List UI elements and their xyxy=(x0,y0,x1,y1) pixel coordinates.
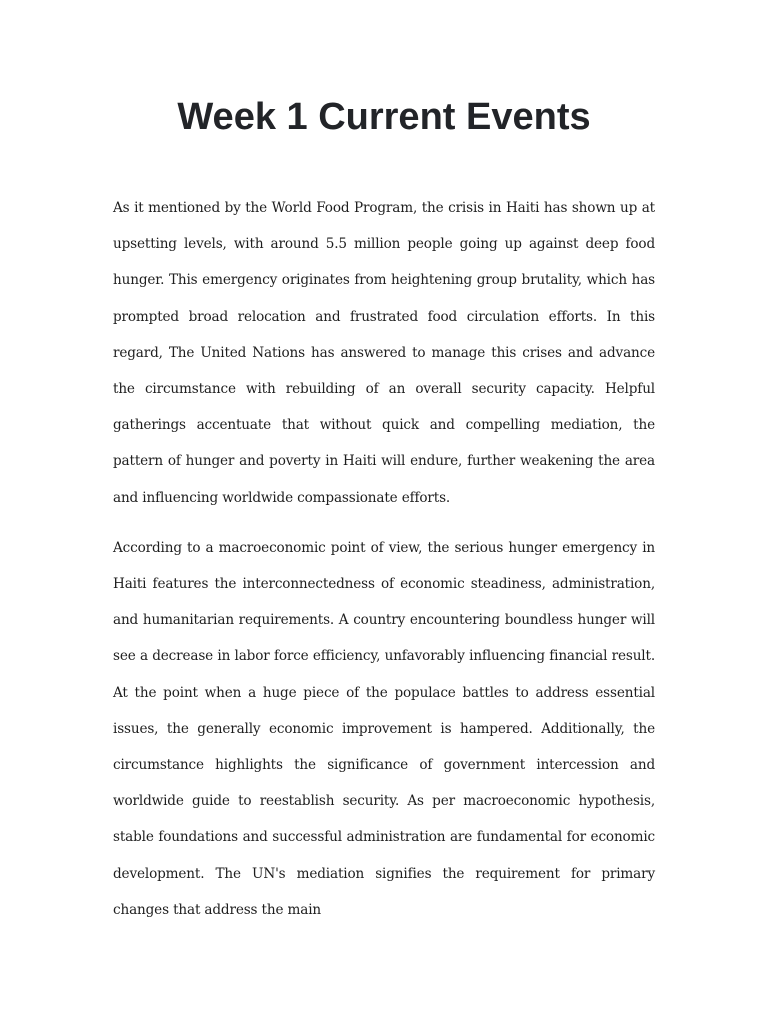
page-title: Week 1 Current Events xyxy=(177,96,591,138)
document-body xyxy=(113,190,655,942)
paragraph-1: As it mentioned by the World Food Program, the crisis in Haiti has shown up at upsetting levels, with around 5.5 million people going up against deep food hunger. This emergency originates from heightening group brutality, which has prompted broad relocation and frustrated food circulation efforts. In this regard, The United Nations has answered to manage this crises and advance the circumstance with rebuilding of an overall security capacity. Helpful gatherings accentuate that without quick and compelling mediation, the pattern of hunger and poverty in Haiti will endure, further weakening the area and influencing worldwide compassionate efforts. xyxy=(113,200,655,506)
paragraph-2: According to a macroeconomic point of view, the serious hunger emergency in Haiti features the interconnectedness of economic steadiness, administration, and humanitarian requirements. A country encountering boundless hunger will see a decrease in labor force efficiency, unfavorably influencing financial result. At the point when a huge piece of the populace battles to address essential issues, the generally economic improvement is hampered. Additionally, the circumstance highlights the significance of government intercession and worldwide guide to reestablish security. As per macroeconomic hypothesis, stable foundations and successful administration are fundamental for economic development. The UN's mediation signifies the requirement for primary changes that address the main xyxy=(113,539,655,918)
